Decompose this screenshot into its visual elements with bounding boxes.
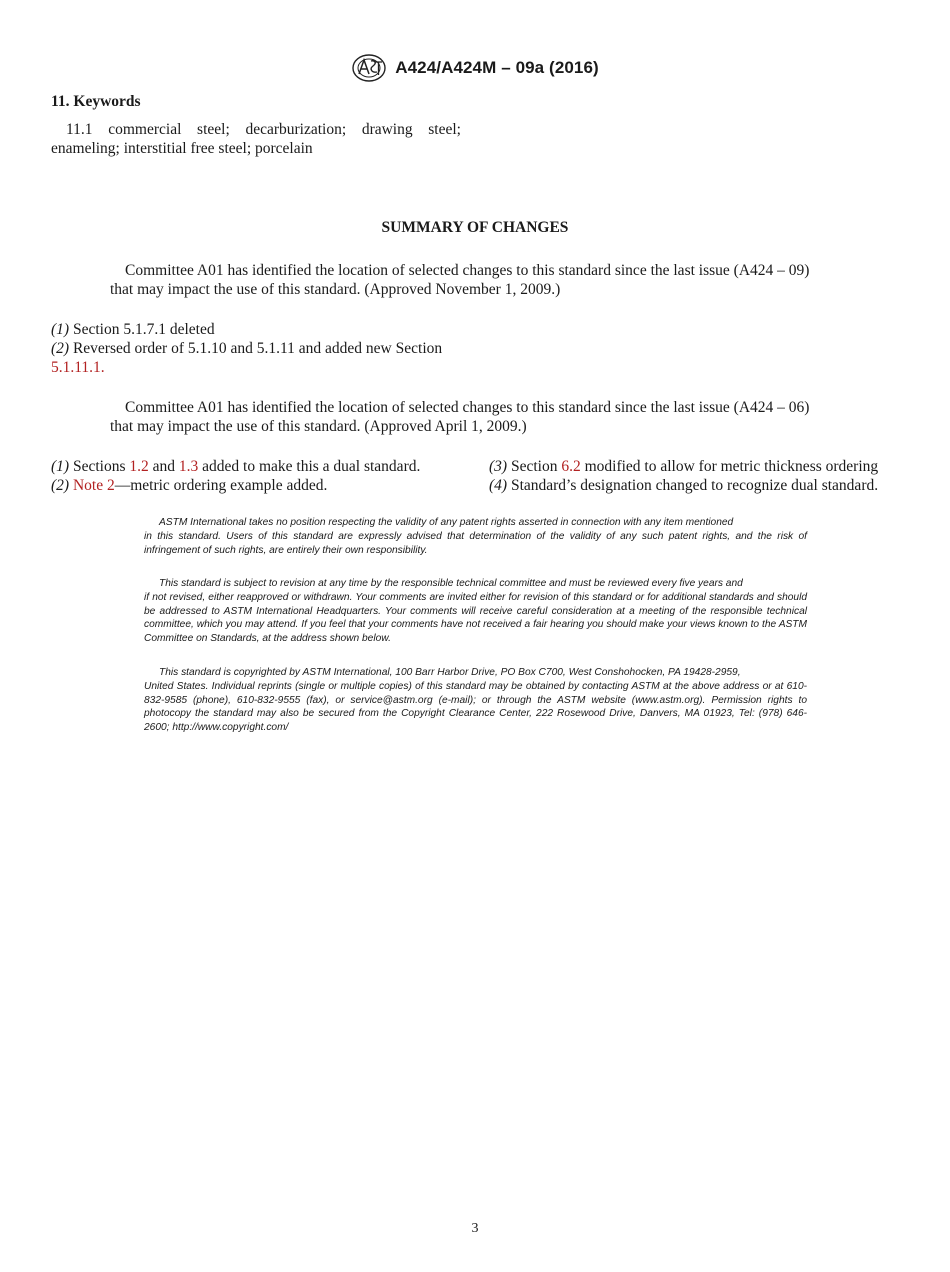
keywords-body — [51, 120, 461, 158]
change-item — [51, 476, 327, 495]
change-item — [489, 457, 878, 476]
keywords-line-1: 11.1 commercial steel; decarburization; drawing steel; — [66, 121, 461, 138]
patent-notice — [144, 516, 807, 557]
committee-statement-1-line-1: Committee A01 has identified the location of selected changes to this standard since the last issue (A424 – 09) — [125, 262, 810, 279]
committee-statement-2-line-1: Committee A01 has identified the location of selected changes to this standard since the last issue (A424 – 06) — [125, 399, 810, 416]
section-link-1-2[interactable]: 1.2 — [129, 458, 149, 475]
change-item-text: and — [152, 458, 175, 475]
page-number: 3 — [471, 1221, 479, 1236]
keywords-heading: 11. Keywords — [51, 93, 141, 110]
change-item-number: (2) — [51, 477, 70, 494]
change-item-text: added to make this a dual standard. — [202, 458, 421, 475]
change-item-text: Standard’s designation changed to recognize dual standard. — [510, 477, 879, 494]
change-item — [51, 320, 215, 339]
change-item-text: Section 5.1.7.1 deleted — [72, 321, 215, 338]
committee-statement-1 — [110, 261, 850, 299]
change-item — [51, 457, 420, 476]
change-item — [489, 476, 878, 495]
change-item-text: Section — [510, 458, 558, 475]
document-title: A424/A424M – 09a (2016) — [395, 58, 599, 77]
section-link-6-2[interactable]: 6.2 — [561, 458, 581, 475]
section-link-1-3[interactable]: 1.3 — [178, 458, 199, 475]
revision-notice-first-line: This standard is subject to revision at any time by the responsible technical committee and must be reviewed every five years and — [159, 578, 743, 589]
change-item-number: (4) — [489, 477, 508, 494]
committee-statement-2-line-2: that may impact the use of this standard. (Approved April 1, 2009.) — [110, 418, 527, 435]
change-item-text: —metric ordering example added. — [114, 477, 328, 494]
change-item-number: (1) — [51, 458, 70, 475]
summary-heading: SUMMARY OF CHANGES — [381, 219, 569, 236]
patent-notice-body: in this standard. Users of this standard are expressly advised that determination of the validity of any such patent rights, and the risk of infringement of such rights, are entirely their own responsibility. — [144, 530, 807, 556]
change-item-text: Sections — [72, 458, 126, 475]
change-item-number: (2) — [51, 340, 70, 357]
revision-notice-body: if not revised, either reapproved or withdrawn. Your comments are invited either for revision of this standard or for additional standards and should be addressed to ASTM International Headquarters. Your comments will receive careful consideration at a meeting of the responsible technical committee, which you may attend. If you feel that your comments have not received a fair hearing you should make your views known to the ASTM Committee on Standards, at the address shown below. — [144, 591, 807, 645]
copyright-notice-body: United States. Individual reprints (single or multiple copies) of this standard may be obtained by contacting ASTM at the above address or at 610-832-9585 (phone), 610-832-9555 (fax), or service@astm.org (e-mail); or through the ASTM website (www.astm.org). Permission rights to photocopy the standard may also be secured from the Copyright Clearance Center, 222 Rosewood Drive, Danvers, MA 01923, Tel: (978) 646-2600; http://www.copyright.com/ — [144, 680, 807, 734]
committee-statement-2 — [110, 398, 850, 436]
section-link-5-1-11-1[interactable]: 5.1.11.1. — [51, 359, 105, 376]
astm-logo-icon — [351, 52, 387, 84]
note-link-2[interactable]: Note 2 — [72, 477, 115, 494]
change-item-number: (1) — [51, 321, 70, 338]
committee-statement-1-line-2: that may impact the use of this standard. (Approved November 1, 2009.) — [110, 281, 561, 298]
keywords-line-2: enameling; interstitial free steel; porcelain — [51, 140, 313, 157]
change-item-text: Reversed order of 5.1.10 and 5.1.11 and added new Section — [72, 340, 443, 357]
change-item-text: modified to allow for metric thickness ordering — [584, 458, 879, 475]
copyright-notice-first-line: This standard is copyrighted by ASTM International, 100 Barr Harbor Drive, PO Box C700, West Conshohocken, PA 19428-2959, — [159, 667, 741, 678]
change-item — [51, 339, 442, 358]
copyright-notice — [144, 666, 807, 735]
revision-notice — [144, 577, 807, 646]
document-header — [0, 52, 950, 89]
change-item-number: (3) — [489, 458, 508, 475]
patent-notice-first-line: ASTM International takes no position respecting the validity of any patent rights asserted in connection with any item mentioned — [159, 517, 734, 528]
